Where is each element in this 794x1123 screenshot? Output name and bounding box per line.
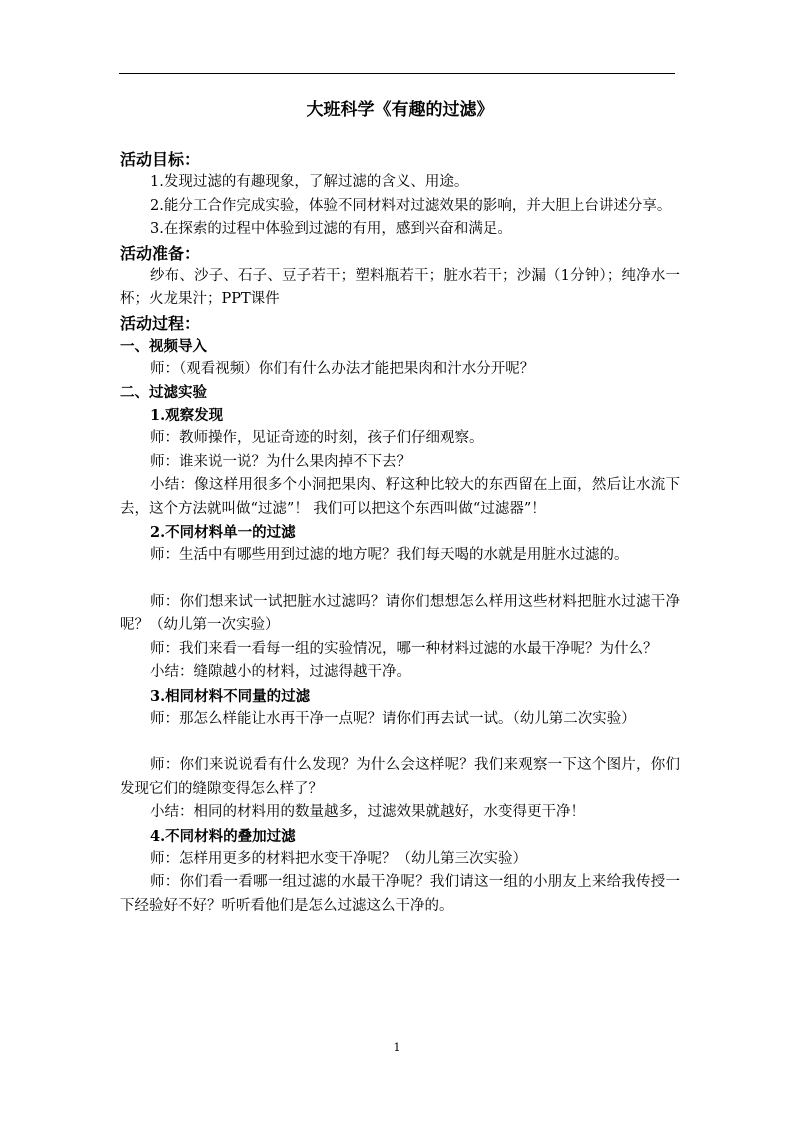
process-heading: 活动过程：: [120, 313, 201, 333]
section-heading: 二、过滤实验: [120, 384, 207, 401]
section-heading: 一、视频导入: [120, 337, 207, 355]
goal-item: 3.在探索的过程中体验到过滤的有用，感到兴奋和满足。: [150, 221, 512, 237]
header-rule: [119, 73, 675, 74]
paragraph: 师：教师操作，见证奇迹的时刻，孩子们仔细观察。: [150, 430, 484, 446]
goals-heading: 活动目标：: [120, 150, 201, 169]
goal-item: 1.发现过滤的有趣现象，了解过滤的含义、用途。: [150, 174, 469, 190]
paragraph: 小结：缝隙越小的材料，过滤得越干净。: [150, 664, 411, 680]
prep-heading: 活动准备：: [120, 243, 201, 263]
page-number: 1: [393, 1041, 401, 1054]
paragraph: 师：那怎么样能让水再干净一点呢？请你们再去试一试。（幼儿第二次实验）: [150, 710, 636, 727]
subsection-heading: 3.相同材料不同量的过滤: [150, 687, 311, 705]
paragraph: 师：我们来看一看每一组的实验情况，哪一种材料过滤的水最干净呢？为什么？: [150, 640, 658, 657]
paragraph: 师：你们想来试一试把脏水过滤吗？请你们想想怎么样用这些材料把脏水过滤干净呢？（幼儿第一次实验）: [120, 593, 680, 633]
subsection-heading: 1.观察发现: [150, 407, 224, 424]
blank-line: [120, 568, 680, 591]
document-title: 大班科学《有趣的过滤》: [306, 100, 494, 120]
subsection-heading: 4.不同材料的叠加过滤: [150, 827, 296, 845]
paragraph: 师：（观看视频）你们有什么办法才能把果肉和汁水分开呢？: [150, 360, 535, 377]
paragraph: 师：你们看一看哪一组过滤的水最干净呢？我们请这一组的小朋友上来给我传授一下经验好不好？听听看他们是怎么过滤这么干净的。: [120, 874, 680, 914]
paragraph: 师：怎样用更多的材料把水变干净呢？（幼儿第三次实验）: [150, 850, 527, 867]
subsection-heading: 2.不同材料单一的过滤: [150, 524, 296, 541]
paragraph: 师：谁来说一说？为什么果肉掉不下去？: [150, 453, 411, 470]
prep-text: 纱布、沙子、石子、豆子若干；塑料瓶若干；脏水若干；沙漏（1分钟）；纯净水一杯；火龙果汁；PPT课件: [120, 267, 680, 307]
blank-line: [120, 731, 680, 754]
paragraph: 师：你们来说说看有什么发现？为什么会这样呢？我们来观察一下这个图片，你们发现它们的缝隙变得怎么样了？: [120, 757, 680, 797]
paragraph: 小结：相同的材料用的数量越多，过滤效果就越好，水变得更干净！: [150, 804, 585, 820]
paragraph: 小结：像这样用很多个小洞把果肉、籽这种比较大的东西留在上面，然后让水流下去，这个方法就叫做“过滤”！ 我们可以把这个东西叫做“过滤器”！: [120, 477, 680, 517]
document-body: [120, 99, 680, 918]
goal-item: 2.能分工合作完成实验，体验不同材料对过滤效果的影响，并大胆上台讲述分享。: [150, 197, 672, 214]
paragraph: 师：生活中有哪些用到过滤的地方呢？我们每天喝的水就是用脏水过滤的。: [150, 547, 629, 563]
